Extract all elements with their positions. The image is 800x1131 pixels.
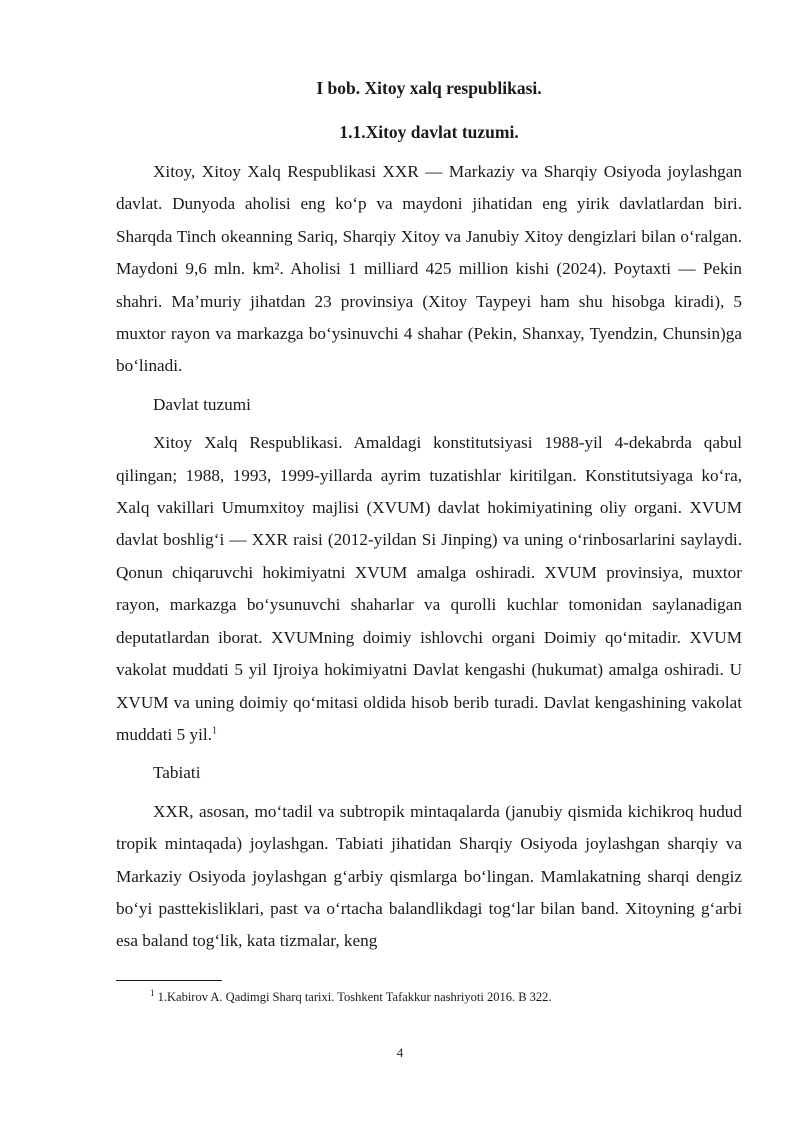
subheading-tabiati: Tabiati: [153, 763, 201, 783]
paragraph-nature: [116, 796, 742, 958]
section-title: 1.1.Xitoy davlat tuzumi.: [339, 122, 519, 142]
paragraph-government-text: Xitoy Xalq Respublikasi. Amaldagi konstitutsiyasi 1988-yil 4-dekabrda qabul qilingan; 1988, 1993, 1999-yillarda ayrim tuzatishlar kiritilgan. Konstitutsiyaga koʻra, Xalq vakillari Umumxitoy majlisi (XVUM) davlat hokimiyatining oliy organi. XVUM davlat boshligʻi — XXR raisi (2012-yildan Si Jinping) va uning oʻrinbosarlarini saylaydi. Qonun chiqaruvchi hokimiyatni XVUM amalga oshiradi. XVUM provinsiya, muxtor rayon, markazga boʻysunuvchi shaharlar va qurolli kuchlar tomonidan saylanadigan deputatlardan iborat. XVUMning doimiy ishlovchi organi Doimiy qoʻmitadir. XVUM vakolat muddati 5 yil Ijroiya hokimiyatni Davlat kengashi (hukumat) amalga oshiradi. U XVUM va uning doimiy qoʻmitasi oldida hisob berib turadi. Davlat kengashining vakolat muddati 5 yil.: [116, 433, 742, 744]
paragraph-nature-text: XXR, asosan, moʻtadil va subtropik mintaqalarda (janubiy qismida kichikroq hudud tropik mintaqada) joylashgan. Tabiati jihatidan Sharqiy Osiyoda joylashgan sharqiy va Markaziy Osiyoda joylashgan gʻarbiy qismlarga boʻlingan. Mamlakatning sharqi dengiz boʻyi pasttekisliklari, past va oʻrtacha balandlikdagi togʻlar bilan band. Xitoyning gʻarbi esa baland togʻlik, kata tizmalar, keng: [116, 801, 742, 951]
paragraph-intro: [116, 156, 742, 383]
footnote-marker: 1: [150, 987, 155, 998]
page-body: [116, 72, 742, 958]
footnote-text: 1.Kabirov A. Qadimgi Sharq tarixi. Toshkent Tafakkur nashriyoti 2016. B 322.: [154, 990, 552, 1004]
subheading-davlat-tuzumi: Davlat tuzumi: [153, 394, 251, 414]
footnote-separator: [116, 980, 222, 981]
page-number: 4: [396, 1045, 404, 1060]
paragraph-government: [116, 427, 742, 751]
footnote-reference[interactable]: 1: [211, 725, 217, 737]
chapter-title: I bob. Xitoy xalq respublikasi.: [316, 78, 542, 98]
paragraph-intro-text: Xitoy, Xitoy Xalq Respublikasi XXR — Markaziy va Sharqiy Osiyoda joylashgan davlat. Dunyoda aholisi eng koʻp va maydoni jihatidan eng yirik davlatlardan biri. Sharqda Tinch okeanning Sariq, Sharqiy Xitoy va Janubiy Xitoy dengizlari bilan oʻralgan. Maydoni 9,6 mln. km². Aholisi 1 milliard 425 million kishi (2024). Poytaxti — Pekin shahri. Maʼmuriy jihatdan 23 provinsiya (Xitoy Taypeyi ham shu hisobga kiradi), 5 muxtor rayon va markazga boʻysinuvchi 4 shahar (Pekin, Shanxay, Tyendzin, Chunsin)ga boʻlinadi.: [116, 162, 742, 376]
footnote: [150, 988, 742, 1006]
